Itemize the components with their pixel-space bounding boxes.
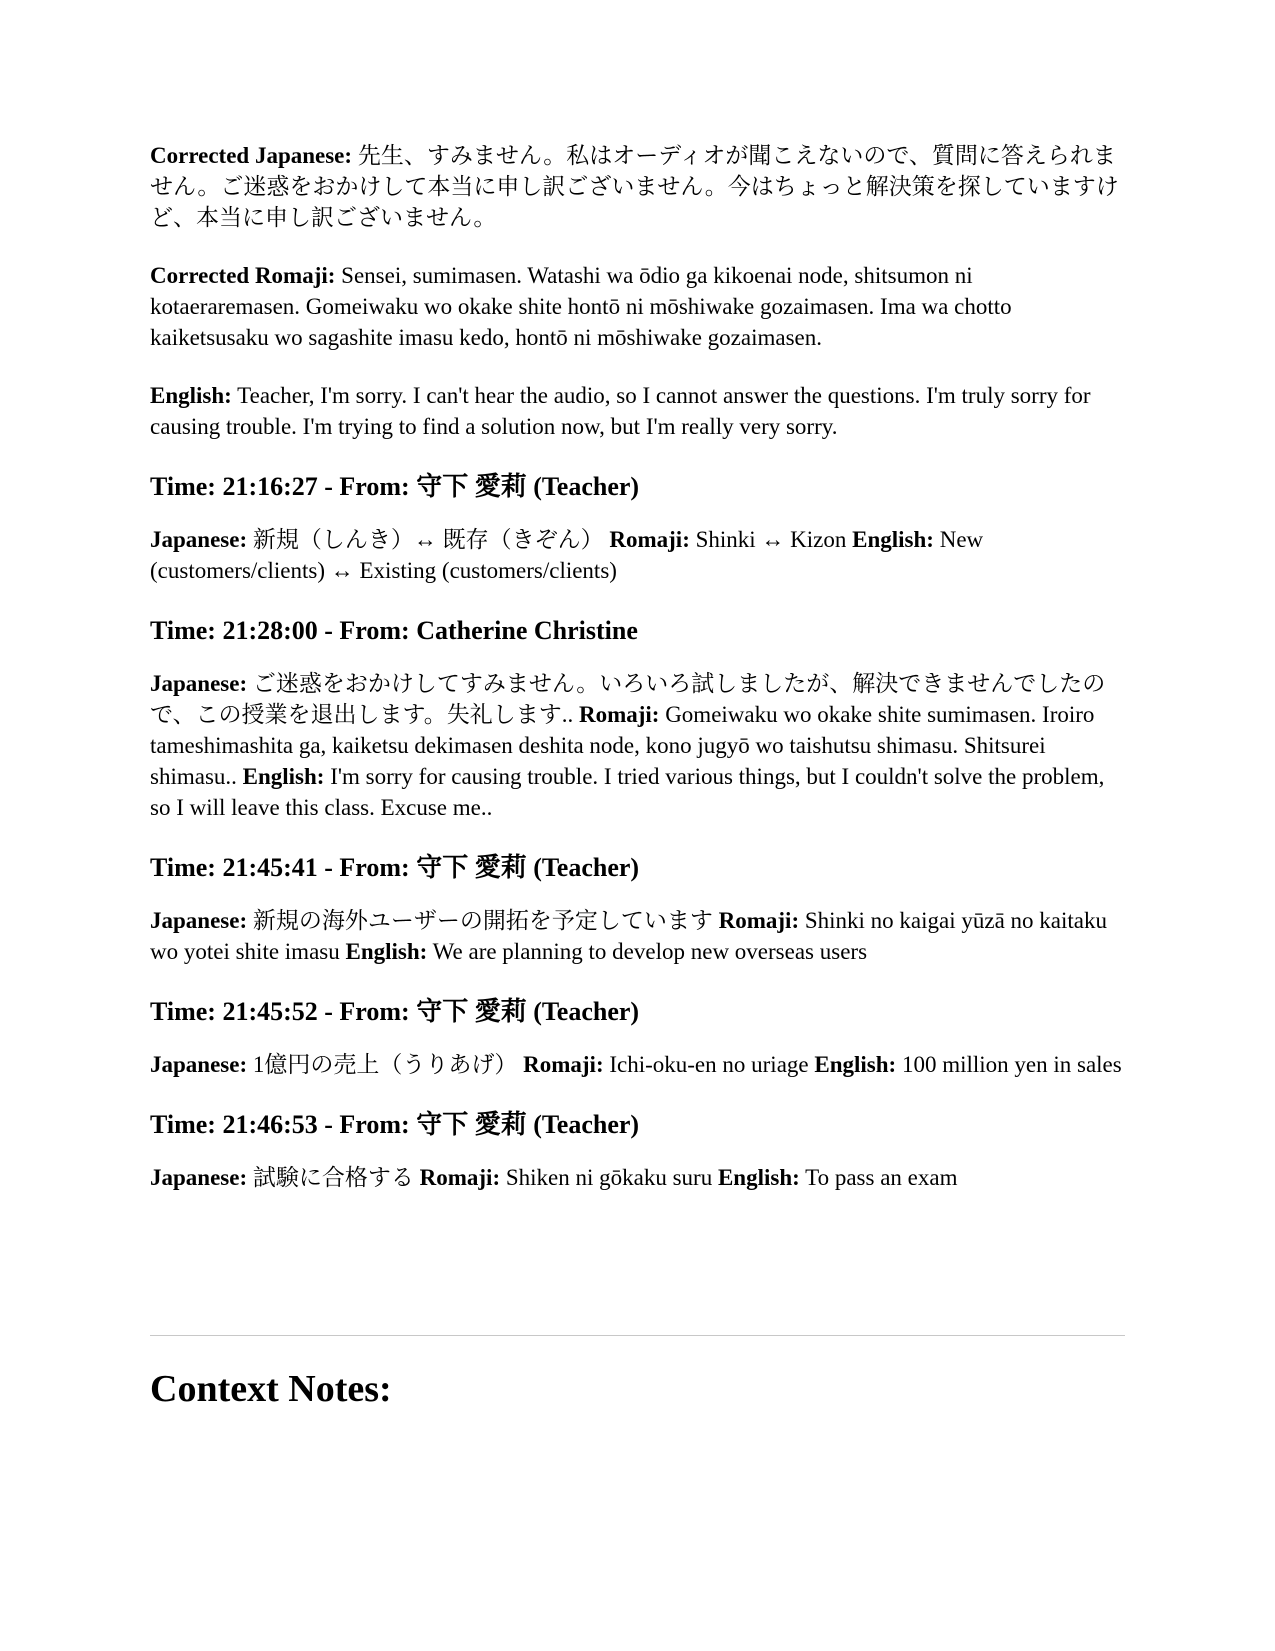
romaji-text: Shinki no kaigai yūzā no kaitaku wo yotei shite imasu	[150, 908, 1107, 964]
document-body	[150, 140, 1125, 1193]
english-label: English:	[345, 939, 428, 964]
entry-body	[150, 1162, 1125, 1193]
corrected-japanese-label: Corrected Japanese:	[150, 143, 353, 168]
entry-header: Time: 21:28:00 - From: Catherine Christine	[150, 616, 638, 645]
english-label: English:	[717, 1165, 800, 1190]
romaji-text: Shinki ↔ Kizon	[695, 527, 847, 552]
entry-body	[150, 905, 1125, 967]
japanese-label: Japanese:	[150, 1165, 248, 1190]
english-text: I'm sorry for causing trouble. I tried various things, but I couldn't solve the problem, so I will leave this class. Excuse me..	[150, 764, 1105, 820]
english-label: English:	[150, 383, 232, 408]
corrected-romaji-text: Sensei, sumimasen. Watashi wa ōdio ga kikoenai node, shitsumon ni kotaeraremasen. Gomeiwaku wo okake shite hontō ni mōshiwake gozaimasen. Ima wa chotto kaiketsusaku wo sagashite imasu kedo, hontō ni mōshiwake gozaimasen.	[150, 263, 1012, 350]
entry-body	[150, 1049, 1125, 1080]
japanese-text: 1億円の売上（うりあげ）	[252, 1052, 518, 1077]
romaji-text: Ichi-oku-en no uriage	[609, 1052, 809, 1077]
corrected-romaji-label: Corrected Romaji:	[150, 263, 336, 288]
japanese-label: Japanese:	[150, 527, 248, 552]
english-text: Teacher, I'm sorry. I can't hear the audio, so I cannot answer the questions. I'm truly sorry for causing trouble. I'm trying to find a solution now, but I'm really very sorry.	[150, 383, 1091, 439]
japanese-text: 新規の海外ユーザーの開拓を予定しています	[252, 908, 713, 933]
english-paragraph	[150, 380, 1125, 442]
romaji-label: Romaji:	[578, 702, 660, 727]
japanese-label: Japanese:	[150, 1052, 248, 1077]
entry-body	[150, 524, 1125, 586]
english-text: To pass an exam	[805, 1165, 958, 1190]
romaji-label: Romaji:	[419, 1165, 501, 1190]
corrected-japanese-text: 先生、すみません。私はオーディオが聞こえないので、質問に答えられません。ご迷惑をおかけして本当に申し訳ございません。今はちょっと解決策を探していますけど、本当に申し訳ございません。	[150, 143, 1119, 230]
japanese-text: ご迷惑をおかけしてすみません。いろいろ試しましたが、解決できませんでしたので、この授業を退出します。失礼します..	[150, 671, 1106, 727]
entry-header: Time: 21:45:41 - From: 守下 愛莉 (Teacher)	[150, 853, 640, 882]
entry-body	[150, 668, 1125, 823]
english-text: New (customers/clients) ↔ Existing (customers/clients)	[150, 527, 984, 583]
japanese-label: Japanese:	[150, 671, 248, 696]
romaji-text: Gomeiwaku wo okake shite sumimasen. Iroiro tameshimashita ga, kaiketsu dekimasen deshita node, kono jugyō wo taishutsu shimasu. Shitsurei shimasu..	[150, 702, 1095, 789]
romaji-text: Shiken ni gōkaku suru	[505, 1165, 713, 1190]
english-label: English:	[852, 527, 934, 552]
romaji-label: Romaji:	[718, 908, 800, 933]
corrected-romaji-paragraph	[150, 260, 1125, 353]
english-text: We are planning to develop new overseas users	[432, 939, 868, 964]
japanese-label: Japanese:	[150, 908, 248, 933]
english-label: English:	[242, 764, 325, 789]
japanese-text: 新規（しんき）↔ 既存（きぞん）	[252, 527, 604, 552]
japanese-text: 試験に合格する	[252, 1165, 414, 1190]
entry-header: Time: 21:46:53 - From: 守下 愛莉 (Teacher)	[150, 1110, 640, 1139]
corrected-japanese-paragraph	[150, 140, 1125, 233]
english-label: English:	[814, 1052, 897, 1077]
romaji-label: Romaji:	[523, 1052, 604, 1077]
english-text: 100 million yen in sales	[901, 1052, 1122, 1077]
entry-header: Time: 21:45:52 - From: 守下 愛莉 (Teacher)	[150, 997, 640, 1026]
entry-header: Time: 21:16:27 - From: 守下 愛莉 (Teacher)	[150, 472, 640, 501]
romaji-label: Romaji:	[609, 527, 690, 552]
section-divider	[150, 1335, 1125, 1336]
context-notes-heading: Context Notes:	[150, 1368, 392, 1410]
